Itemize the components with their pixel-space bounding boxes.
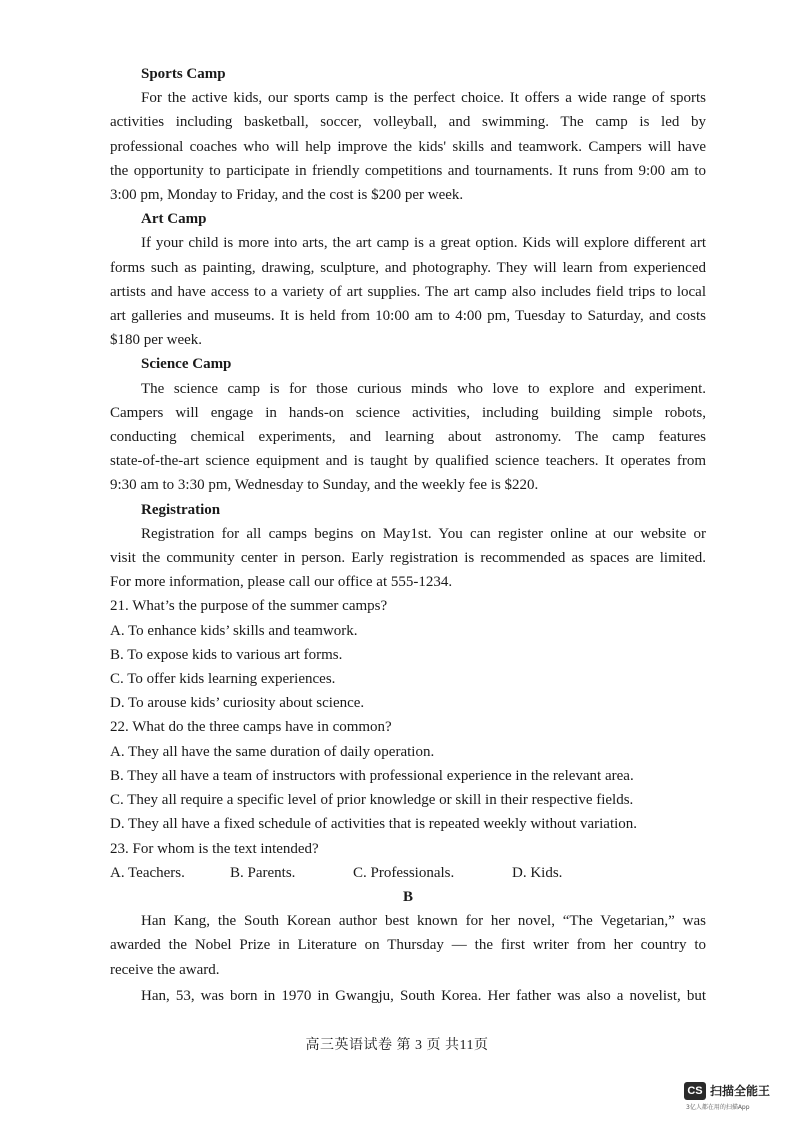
question-21-option-a: A. To enhance kids’ skills and teamwork.	[110, 622, 358, 639]
question-21-stem: 21. What’s the purpose of the summer camps?	[110, 598, 388, 615]
passage-b-p1-line-3: receive the award.	[110, 961, 220, 978]
question-22-stem: 22. What do the three camps have in common?	[110, 719, 392, 736]
passage-b-p1-line-1: Han Kang, the South Korean author best known for her novel, “The Vegetarian,” was	[141, 913, 706, 930]
page-footer: 高三英语试卷 第 3 页 共11页	[305, 1038, 489, 1053]
page-content	[110, 62, 706, 1008]
art-line-3: artists and have access to a variety of art supplies. The art camp also includes field trips to local	[110, 283, 706, 300]
registration-heading: Registration	[141, 501, 221, 518]
sports-line-4: the opportunity to participate in friendly competitions and tournaments. It runs from 9:00 am to	[110, 162, 706, 179]
question-23-option-b: B. Parents.	[230, 864, 296, 881]
science-line-2: Campers will engage in hands-on science activities, including building simple robots,	[110, 404, 706, 421]
question-22-option-d: D. They all have a fixed schedule of activities that is repeated weekly without variation.	[110, 816, 638, 833]
science-camp-heading: Science Camp	[141, 356, 232, 373]
sports-line-1: For the active kids, our sports camp is the perfect choice. It offers a wide range of sports	[141, 90, 706, 107]
cs-logo-icon: CS	[684, 1082, 706, 1100]
art-line-4: art galleries and museums. It is held from 10:00 am to 4:00 pm, Tuesday to Saturday, and costs	[110, 308, 706, 325]
scanner-app-name: 扫描全能王	[710, 1084, 771, 1098]
sports-line-5: 3:00 pm, Monday to Friday, and the cost is $200 per week.	[110, 187, 464, 204]
registration-line-3: For more information, please call our office at 555-1234.	[110, 574, 453, 591]
question-23-option-a: A. Teachers.	[110, 864, 185, 881]
art-camp-heading: Art Camp	[141, 211, 207, 228]
question-23-option-d: D. Kids.	[512, 864, 563, 881]
art-line-1: If your child is more into arts, the art camp is a great option. Kids will explore different art	[141, 235, 706, 252]
passage-b-p1-line-2: awarded the Nobel Prize in Literature on Thursday — the first writer from her country to	[110, 937, 706, 954]
question-22-option-b: B. They all have a team of instructors with professional experience in the relevant area.	[110, 767, 634, 784]
sports-camp-heading: Sports Camp	[141, 66, 226, 82]
passage-b-p2-line-1: Han, 53, was born in 1970 in Gwangju, South Korea. Her father was also a novelist, but	[141, 987, 706, 1004]
art-line-2: forms such as painting, drawing, sculpture, and photography. They will learn from experienced	[110, 259, 706, 276]
science-line-4: state-of-the-art science equipment and is taught by qualified science teachers. It operates from	[110, 453, 706, 470]
question-21-option-d: D. To arouse kids’ curiosity about science.	[110, 695, 365, 712]
science-line-5: 9:30 am to 3:30 pm, Wednesday to Sunday, and the weekly fee is $220.	[110, 477, 539, 494]
question-22-option-c: C. They all require a specific level of prior knowledge or skill in their respective fields.	[110, 792, 634, 809]
registration-line-2: visit the community center in person. Early registration is recommended as spaces are limited.	[110, 550, 706, 567]
sports-line-3: professional coaches who will help improve the kids' skills and teamwork. Campers will have	[110, 138, 706, 155]
sports-line-2: activities including basketball, soccer, volleyball, and swimming. The camp is led by	[110, 114, 706, 131]
question-23-option-c: C. Professionals.	[353, 864, 455, 881]
art-line-5: $180 per week.	[110, 332, 203, 349]
science-line-3: conducting chemical experiments, and learning about astronomy. The camp features	[110, 429, 706, 446]
question-23-options	[110, 861, 706, 885]
question-21-option-c: C. To offer kids learning experiences.	[110, 671, 336, 688]
registration-line-1: Registration for all camps begins on May1st. You can register online at our website or	[141, 525, 706, 542]
question-23-stem: 23. For whom is the text intended?	[110, 840, 319, 857]
passage-b-label: B	[402, 888, 413, 905]
question-21-option-b: B. To expose kids to various art forms.	[110, 646, 343, 663]
scanner-tagline: 3亿人都在用的扫描App	[686, 1104, 750, 1111]
science-line-1: The science camp is for those curious minds who love to explore and experiment.	[141, 380, 706, 397]
question-22-option-a: A. They all have the same duration of daily operation.	[110, 743, 435, 760]
scanner-watermark	[684, 1082, 784, 1116]
